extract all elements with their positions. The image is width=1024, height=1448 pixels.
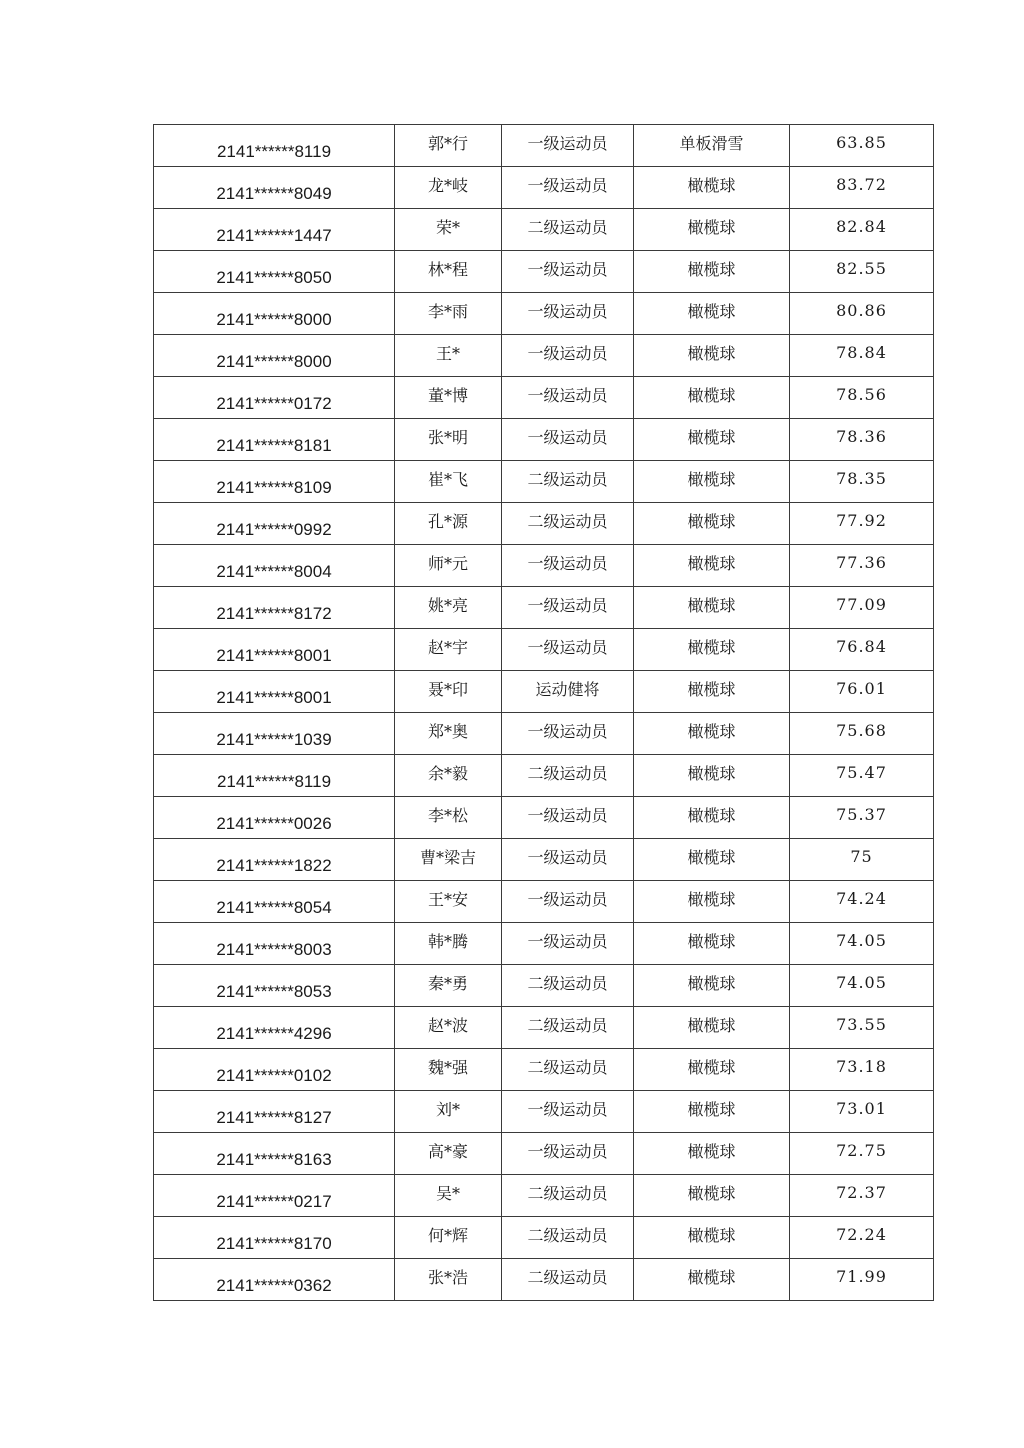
athlete-level-cell: 二级运动员 <box>502 1007 634 1049</box>
sport-cell: 单板滑雪 <box>634 125 790 167</box>
sport-cell: 橄榄球 <box>634 965 790 1007</box>
sport-cell: 橄榄球 <box>634 881 790 923</box>
table-row <box>154 335 934 377</box>
score-cell: 75.68 <box>790 713 934 755</box>
sport-cell: 橄榄球 <box>634 1175 790 1217</box>
athlete-name-cell: 李*雨 <box>395 293 502 335</box>
table-row <box>154 965 934 1007</box>
score-cell: 82.55 <box>790 251 934 293</box>
athlete-name-cell: 张*浩 <box>395 1259 502 1301</box>
athlete-name-cell: 师*元 <box>395 545 502 587</box>
sport-cell: 橄榄球 <box>634 503 790 545</box>
exam-id-cell: 2141******8181 <box>154 419 395 461</box>
athlete-name-cell: 赵*波 <box>395 1007 502 1049</box>
table-row <box>154 755 934 797</box>
athlete-name-cell: 秦*勇 <box>395 965 502 1007</box>
sport-cell: 橄榄球 <box>634 419 790 461</box>
athlete-level-cell: 二级运动员 <box>502 1175 634 1217</box>
exam-id-cell: 2141******8004 <box>154 545 395 587</box>
athlete-name-cell: 高*豪 <box>395 1133 502 1175</box>
sport-cell: 橄榄球 <box>634 629 790 671</box>
score-cell: 78.56 <box>790 377 934 419</box>
athlete-name-cell: 孔*源 <box>395 503 502 545</box>
athlete-level-cell: 一级运动员 <box>502 839 634 881</box>
exam-id-cell: 2141******8053 <box>154 965 395 1007</box>
athlete-name-cell: 郭*行 <box>395 125 502 167</box>
score-cell: 77.36 <box>790 545 934 587</box>
sport-cell: 橄榄球 <box>634 167 790 209</box>
sport-cell: 橄榄球 <box>634 1217 790 1259</box>
exam-id-cell: 2141******1447 <box>154 209 395 251</box>
athlete-level-cell: 一级运动员 <box>502 713 634 755</box>
athlete-level-cell: 二级运动员 <box>502 1259 634 1301</box>
sport-cell: 橄榄球 <box>634 335 790 377</box>
athlete-level-cell: 一级运动员 <box>502 881 634 923</box>
score-cell: 74.05 <box>790 923 934 965</box>
table-row <box>154 1259 934 1301</box>
sport-cell: 橄榄球 <box>634 671 790 713</box>
exam-id-cell: 2141******8001 <box>154 629 395 671</box>
score-cell: 74.05 <box>790 965 934 1007</box>
score-cell: 80.86 <box>790 293 934 335</box>
athlete-level-cell: 一级运动员 <box>502 1133 634 1175</box>
athlete-name-cell: 聂*印 <box>395 671 502 713</box>
athlete-level-cell: 二级运动员 <box>502 1049 634 1091</box>
exam-id-cell: 2141******8127 <box>154 1091 395 1133</box>
score-cell: 78.36 <box>790 419 934 461</box>
sport-cell: 橄榄球 <box>634 461 790 503</box>
athlete-name-cell: 董*博 <box>395 377 502 419</box>
table-row <box>154 1091 934 1133</box>
athlete-level-cell: 一级运动员 <box>502 125 634 167</box>
athlete-name-cell: 林*程 <box>395 251 502 293</box>
athlete-level-cell: 一级运动员 <box>502 293 634 335</box>
athlete-name-cell: 刘* <box>395 1091 502 1133</box>
exam-id-cell: 2141******8050 <box>154 251 395 293</box>
score-cell: 72.37 <box>790 1175 934 1217</box>
athlete-name-cell: 崔*飞 <box>395 461 502 503</box>
table-row <box>154 545 934 587</box>
athlete-name-cell: 曹*梁吉 <box>395 839 502 881</box>
exam-id-cell: 2141******8003 <box>154 923 395 965</box>
table-body <box>154 125 934 1301</box>
sport-cell: 橄榄球 <box>634 755 790 797</box>
exam-id-cell: 2141******8163 <box>154 1133 395 1175</box>
athlete-name-cell: 余*毅 <box>395 755 502 797</box>
exam-id-cell: 2141******8000 <box>154 335 395 377</box>
score-cell: 75.47 <box>790 755 934 797</box>
exam-id-cell: 2141******8001 <box>154 671 395 713</box>
sport-cell: 橄榄球 <box>634 1049 790 1091</box>
sport-cell: 橄榄球 <box>634 293 790 335</box>
table-row <box>154 839 934 881</box>
exam-id-cell: 2141******0217 <box>154 1175 395 1217</box>
exam-id-cell: 2141******8054 <box>154 881 395 923</box>
exam-id-cell: 2141******8119 <box>154 755 395 797</box>
athlete-level-cell: 二级运动员 <box>502 965 634 1007</box>
table-row <box>154 209 934 251</box>
score-cell: 74.24 <box>790 881 934 923</box>
score-cell: 78.84 <box>790 335 934 377</box>
exam-id-cell: 2141******8000 <box>154 293 395 335</box>
athlete-name-cell: 郑*奥 <box>395 713 502 755</box>
score-cell: 75.37 <box>790 797 934 839</box>
exam-id-cell: 2141******1039 <box>154 713 395 755</box>
table-row <box>154 125 934 167</box>
table-row <box>154 167 934 209</box>
athlete-name-cell: 赵*宇 <box>395 629 502 671</box>
table-row <box>154 629 934 671</box>
exam-id-cell: 2141******0992 <box>154 503 395 545</box>
exam-id-cell: 2141******8172 <box>154 587 395 629</box>
score-cell: 77.09 <box>790 587 934 629</box>
sport-cell: 橄榄球 <box>634 713 790 755</box>
table-row <box>154 251 934 293</box>
sport-cell: 橄榄球 <box>634 797 790 839</box>
sport-cell: 橄榄球 <box>634 1133 790 1175</box>
table-row <box>154 587 934 629</box>
table-row <box>154 1049 934 1091</box>
athlete-name-cell: 李*松 <box>395 797 502 839</box>
athlete-level-cell: 二级运动员 <box>502 503 634 545</box>
exam-id-cell: 2141******0026 <box>154 797 395 839</box>
sport-cell: 橄榄球 <box>634 839 790 881</box>
athlete-level-cell: 一级运动员 <box>502 545 634 587</box>
athlete-level-cell: 二级运动员 <box>502 461 634 503</box>
athlete-name-cell: 荣* <box>395 209 502 251</box>
sport-cell: 橄榄球 <box>634 1091 790 1133</box>
athlete-name-cell: 魏*强 <box>395 1049 502 1091</box>
exam-id-cell: 2141******0102 <box>154 1049 395 1091</box>
exam-id-cell: 2141******8109 <box>154 461 395 503</box>
table-row <box>154 713 934 755</box>
athlete-level-cell: 二级运动员 <box>502 755 634 797</box>
table-row <box>154 503 934 545</box>
athlete-level-cell: 一级运动员 <box>502 335 634 377</box>
score-cell: 77.92 <box>790 503 934 545</box>
exam-id-cell: 2141******4296 <box>154 1007 395 1049</box>
athlete-level-cell: 一级运动员 <box>502 797 634 839</box>
table-row <box>154 1007 934 1049</box>
table-row <box>154 293 934 335</box>
score-cell: 73.18 <box>790 1049 934 1091</box>
table-row <box>154 1133 934 1175</box>
sport-cell: 橄榄球 <box>634 545 790 587</box>
athlete-score-table <box>153 124 934 1301</box>
athlete-level-cell: 二级运动员 <box>502 209 634 251</box>
athlete-level-cell: 运动健将 <box>502 671 634 713</box>
score-cell: 78.35 <box>790 461 934 503</box>
exam-id-cell: 2141******8170 <box>154 1217 395 1259</box>
athlete-level-cell: 一级运动员 <box>502 1091 634 1133</box>
athlete-name-cell: 姚*亮 <box>395 587 502 629</box>
table-row <box>154 1175 934 1217</box>
score-cell: 75 <box>790 839 934 881</box>
table-row <box>154 377 934 419</box>
athlete-level-cell: 一级运动员 <box>502 923 634 965</box>
athlete-name-cell: 吴* <box>395 1175 502 1217</box>
exam-id-cell: 2141******0362 <box>154 1259 395 1301</box>
sport-cell: 橄榄球 <box>634 587 790 629</box>
table-row <box>154 419 934 461</box>
score-cell: 76.84 <box>790 629 934 671</box>
score-cell: 82.84 <box>790 209 934 251</box>
sport-cell: 橄榄球 <box>634 209 790 251</box>
score-cell: 73.01 <box>790 1091 934 1133</box>
athlete-level-cell: 一级运动员 <box>502 419 634 461</box>
exam-id-cell: 2141******1822 <box>154 839 395 881</box>
athlete-level-cell: 一级运动员 <box>502 167 634 209</box>
table-row <box>154 923 934 965</box>
table-row <box>154 671 934 713</box>
table-row <box>154 797 934 839</box>
sport-cell: 橄榄球 <box>634 923 790 965</box>
sport-cell: 橄榄球 <box>634 1007 790 1049</box>
athlete-level-cell: 一级运动员 <box>502 377 634 419</box>
score-cell: 73.55 <box>790 1007 934 1049</box>
score-cell: 72.75 <box>790 1133 934 1175</box>
score-cell: 76.01 <box>790 671 934 713</box>
athlete-level-cell: 一级运动员 <box>502 587 634 629</box>
table-row <box>154 461 934 503</box>
athlete-name-cell: 王*安 <box>395 881 502 923</box>
table-row <box>154 881 934 923</box>
score-cell: 72.24 <box>790 1217 934 1259</box>
athlete-name-cell: 龙*岐 <box>395 167 502 209</box>
score-cell: 83.72 <box>790 167 934 209</box>
athlete-name-cell: 韩*腾 <box>395 923 502 965</box>
score-cell: 71.99 <box>790 1259 934 1301</box>
sport-cell: 橄榄球 <box>634 1259 790 1301</box>
athlete-level-cell: 二级运动员 <box>502 1217 634 1259</box>
exam-id-cell: 2141******0172 <box>154 377 395 419</box>
exam-id-cell: 2141******8119 <box>154 125 395 167</box>
athlete-level-cell: 一级运动员 <box>502 251 634 293</box>
athlete-name-cell: 王* <box>395 335 502 377</box>
table-row <box>154 1217 934 1259</box>
sport-cell: 橄榄球 <box>634 377 790 419</box>
athlete-name-cell: 何*辉 <box>395 1217 502 1259</box>
score-cell: 63.85 <box>790 125 934 167</box>
athlete-name-cell: 张*明 <box>395 419 502 461</box>
sport-cell: 橄榄球 <box>634 251 790 293</box>
athlete-level-cell: 一级运动员 <box>502 629 634 671</box>
exam-id-cell: 2141******8049 <box>154 167 395 209</box>
